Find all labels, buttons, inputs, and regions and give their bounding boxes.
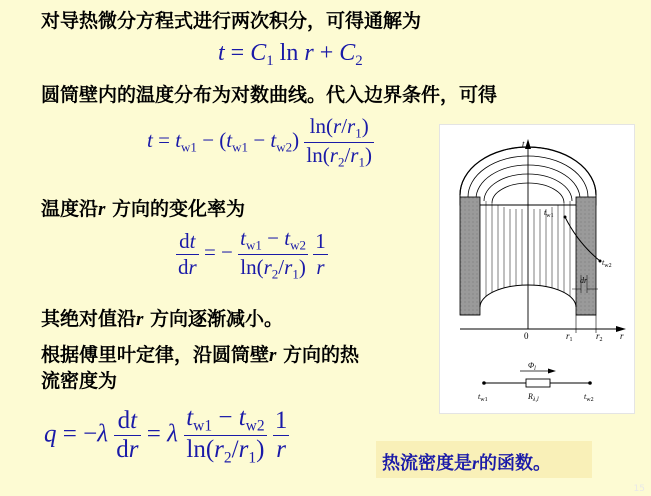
node-tw1-label: $t_{w1}$ — [478, 392, 488, 403]
general-solution-equation: $t = C_1$ $\ln r + C_2$ — [218, 40, 363, 70]
page-number: 15 — [633, 484, 645, 494]
axis-t-label: t — [522, 139, 525, 149]
node-tw2-label: $t_{w2}$ — [584, 392, 594, 403]
r1-label: $r_1$ — [566, 331, 573, 343]
phi-label: $\Phi_l$ — [528, 361, 536, 372]
highlight-text: 热流密度是r的函数。 — [382, 453, 552, 474]
abs-value-line: 其绝对值沿r 方向逐渐减小。 — [41, 308, 284, 330]
cylinder-wall-figure — [439, 124, 635, 414]
heat-flux-equation: q = −λ $\frac{dt}{dr}$ = λ $\frac{t_{w1} - t_{w2}}{\ln(r_2/r_1)}$ $\frac{1}{r}$ — [44, 404, 288, 467]
gradient-equation: $\frac{dt}{dr}$ = − $\frac{t_{w1} - t_{w2}}{\ln(r_2/r_1)}$ $\frac{1}{r}$ — [178, 226, 326, 282]
rate-line: 温度沿r 方向的变化率为 — [41, 198, 246, 220]
tw1-curve-label: $t_{w1}$ — [544, 208, 554, 219]
axis-r-label: r — [620, 331, 624, 341]
resistance-label: $R_{\lambda,l}$ — [528, 392, 539, 403]
cylinder-diagram — [440, 125, 634, 413]
fourier-line: 根据傅里叶定律，沿圆筒壁r 方向的热 — [41, 344, 360, 366]
tw2-curve-label: $t_{w2}$ — [602, 258, 612, 269]
r2-label: $r_2$ — [596, 331, 603, 343]
dr-label: dr — [580, 276, 588, 285]
origin-label: 0 — [524, 331, 529, 341]
intro-line: 对导热微分方程式进行两次积分，可得通解为 — [41, 10, 422, 32]
temperature-distribution-equation: $t = t_{w1} - (t_{w1} - t_{w2})$ $\frac{\ln(r/r_1)}{\ln(r_2/r_1)}$ — [147, 114, 372, 170]
log-curve-line: 圆筒壁内的温度分布为对数曲线。代入边界条件，可得 — [41, 84, 498, 106]
flux-line: 流密度为 — [41, 370, 118, 392]
